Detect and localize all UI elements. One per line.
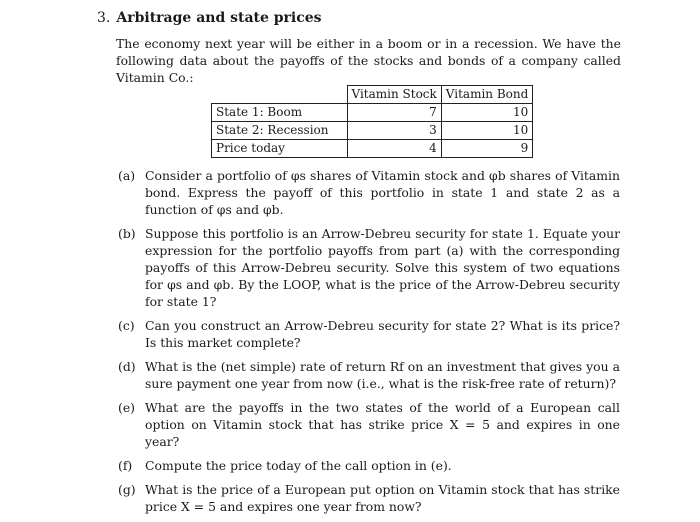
question-label: (f) [118, 458, 133, 473]
question-text: What is the price of a European put option on Vitamin stock that has strike price X = 5 and expires one year from now? [145, 482, 620, 514]
question-label: (a) [118, 168, 136, 183]
row-label: State 1: Boom [212, 104, 348, 122]
column-header-stock: Vitamin Stock [347, 86, 441, 104]
question-label: (b) [118, 226, 136, 241]
row-label: State 2: Recession [212, 122, 348, 140]
question-list [118, 167, 620, 522]
question-label: (e) [118, 400, 136, 415]
table-corner-cell [212, 86, 348, 104]
question-item [118, 481, 620, 515]
question-item [118, 358, 620, 392]
table-row [212, 104, 533, 122]
question-label: (d) [118, 359, 136, 374]
problem-number: 3. [97, 10, 111, 26]
payoff-table [211, 85, 533, 158]
question-text: What are the payoffs in the two states of the world of a European call option on Vitamin stock that has strike price X = 5 and expires in one year? [145, 400, 620, 449]
table-row [212, 140, 533, 158]
question-text: Compute the price today of the call option in (e). [145, 458, 452, 473]
question-text: Can you construct an Arrow-Debreu security for state 2? What is its price? Is this market complete? [145, 318, 620, 350]
question-label: (c) [118, 318, 135, 333]
stock-value: 4 [347, 140, 441, 158]
question-label: (g) [118, 482, 136, 497]
question-item [118, 317, 620, 351]
question-item [118, 457, 620, 474]
question-text: Consider a portfolio of φs shares of Vitamin stock and φb shares of Vitamin bond. Express the payoff of this portfolio in state 1 and state 2 as a function of φs and φb. [145, 168, 620, 217]
problem-intro: The economy next year will be either in a boom or in a recession. We have the following data about the payoffs of the stocks and bonds of a company called Vitamin Co.: [116, 36, 621, 85]
question-text: Suppose this portfolio is an Arrow-Debreu security for state 1. Equate your expression for the portfolio payoffs from part (a) with the corresponding payoffs of this Arrow-Debreu security. Solve this system of two equations for φs and φb. By the LOOP, what is the price of the Arrow-Debreu security for state 1? [145, 226, 620, 309]
stock-value: 7 [347, 104, 441, 122]
table-row [212, 122, 533, 140]
problem-heading [97, 9, 322, 27]
question-text: What is the (net simple) rate of return Rf on an investment that gives you a sure payment one year from now (i.e., what is the risk-free rate of return)? [145, 359, 620, 391]
bond-value: 10 [441, 122, 532, 140]
table-header-row [212, 86, 533, 104]
question-item [118, 399, 620, 450]
bond-value: 10 [441, 104, 532, 122]
column-header-bond: Vitamin Bond [441, 86, 532, 104]
row-label: Price today [212, 140, 348, 158]
question-item [118, 225, 620, 310]
bond-value: 9 [441, 140, 532, 158]
problem-title: Arbitrage and state prices [116, 10, 322, 26]
stock-value: 3 [347, 122, 441, 140]
question-item [118, 167, 620, 218]
